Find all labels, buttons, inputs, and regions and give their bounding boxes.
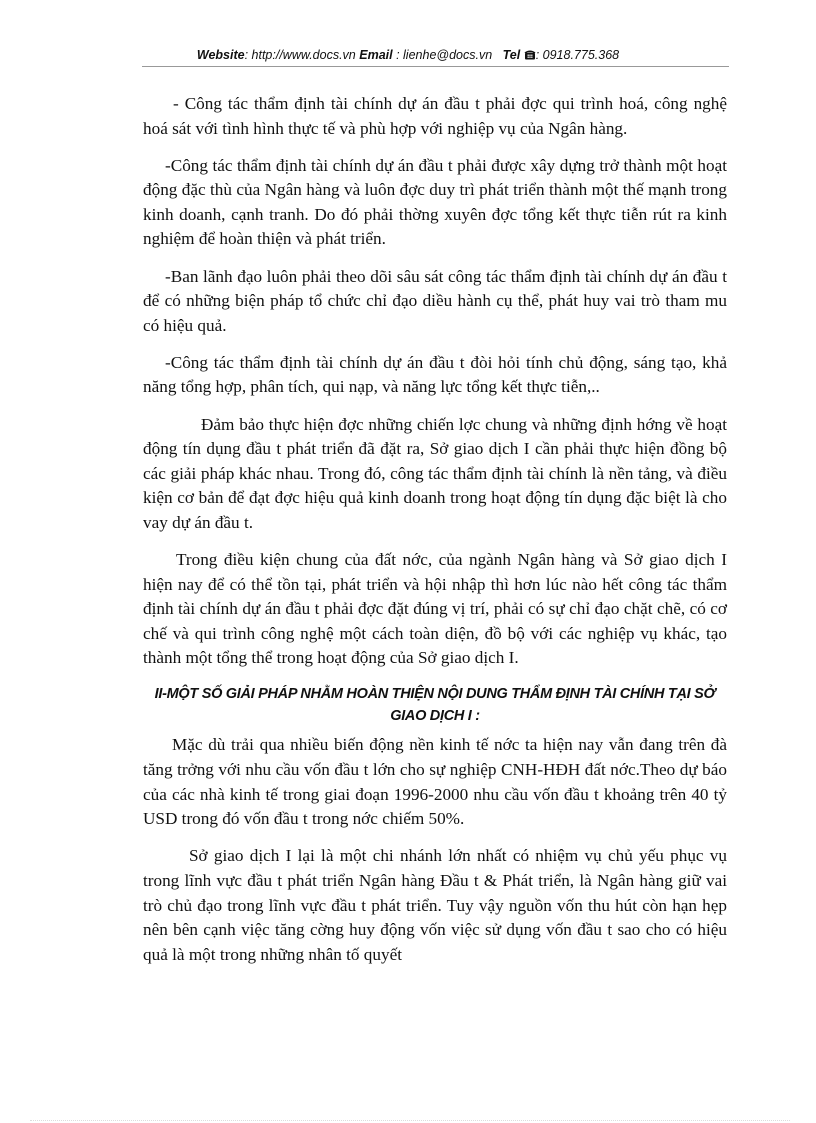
paragraph: - Công tác thẩm định tài chính dự án đầu t phải đợc qui trình hoá, công nghệ hoá sát với tình hình thực tế và phù hợp với nghiệp vụ của Ngân hàng.: [143, 94, 727, 138]
paragraph: -Ban lãnh đạo luôn phải theo dõi sâu sát công tác thẩm định tài chính dự án đầu t để có những biện pháp tổ chức chỉ đạo diều hành cụ thể, phát huy vai trò tham mu có hiệu quả.: [143, 266, 727, 335]
page-header: [0, 48, 816, 62]
paragraph: -Công tác thẩm định tài chính dự án đầu t đòi hỏi tính chủ động, sáng tạo, khả năng tổng hợp, phân tích, qui nạp, và năng lực tổng kết thực tiễn,..: [143, 352, 727, 397]
paragraph: Đảm bảo thực hiện đợc những chiến lợc chung và những định hớng về hoạt động tín dụng đầu t phát triển đã đặt ra, Sở giao dịch I cần phải thực hiện đồng bộ các giải pháp khác nhau. Trong đó, công tác thẩm định tài chính là nền tảng, và điều kiện cơ bản để đạt đợc hiệu quả kinh doanh trong hoạt động tín dụng đặc biệt là cho vay dự án đầu t.: [143, 414, 727, 532]
tel-label: Tel: [502, 48, 521, 62]
footer-divider: [30, 1120, 790, 1121]
paragraph: Sở giao dịch I lại là một chi nhánh lớn nhất có nhiệm vụ chủ yếu phục vụ trong lĩnh vực đầu t phát triển Ngân hàng Đầu t & Phát triển, là Ngân hàng giữ vai trò chủ đạo trong lĩnh vực đầu t phát triển. Tuy vậy nguồn vốn thu hút còn hạn hẹp nên bên cạnh việc tăng cờng huy động vốn việc sử dụng vốn đầu t sao cho có hiệu quả là một trong những nhân tố quyết: [143, 846, 727, 964]
document-body: [143, 92, 727, 980]
section-heading: II-MỘT SỐ GIẢI PHÁP NHẰM HOÀN THIỆN NỘI DUNG THẨM ĐỊNH TÀI CHÍNH TẠI SỞ GIAO DỊCH I :: [154, 686, 716, 725]
email-value[interactable]: : lienhe@docs.vn: [392, 48, 493, 62]
paragraph: -Công tác thẩm định tài chính dự án đầu t phải được xây dựng trở thành một hoạt động đặc thù của Ngân hàng và luôn đợc duy trì phát triển thành một thế mạnh trong kinh doanh, cạnh tranh. Do đó phải thờng xuyên đợc tổng kết thực tiễn rút ra kinh nghiệm để hoàn thiện và phát triển.: [143, 155, 727, 249]
header-divider: [142, 66, 729, 67]
website-value[interactable]: : http://www.docs.vn: [244, 48, 356, 62]
website-label: Website: [196, 48, 245, 62]
email-label: Email: [359, 48, 393, 62]
paragraph: Mặc dù trải qua nhiều biến động nền kinh tế nớc ta hiện nay vẫn đang trên đà tăng trởng với nhu cầu vốn đầu t lớn cho sự nghiệp CNH-HĐH đất nớc.Theo dự báo của các nhà kinh tế trong giai đoạn 1996-2000 nhu cầu vốn đầu t khoảng trên 40 tỷ USD trong đó vốn đầu t trong nớc chiếm 50%.: [143, 735, 727, 829]
phone-icon: [524, 48, 536, 62]
tel-value: : 0918.775.368: [535, 48, 620, 62]
paragraph: Trong điều kiện chung của đất nớc, của ngành Ngân hàng và Sở giao dịch I hiện nay để có thể tồn tại, phát triển và hội nhập thì hơn lúc nào hết công tác thẩm định tài chính dự án đầu t phải đợc đặt đúng vị trí, phải có sự chỉ đạo chặt chẽ, có cơ chế và qui trình công nghệ một cách toàn diện, đồ bộ với các nghiệp vụ khác, tạo thành một tổng thể trong hoạt động của Sở giao dịch I.: [143, 550, 727, 668]
